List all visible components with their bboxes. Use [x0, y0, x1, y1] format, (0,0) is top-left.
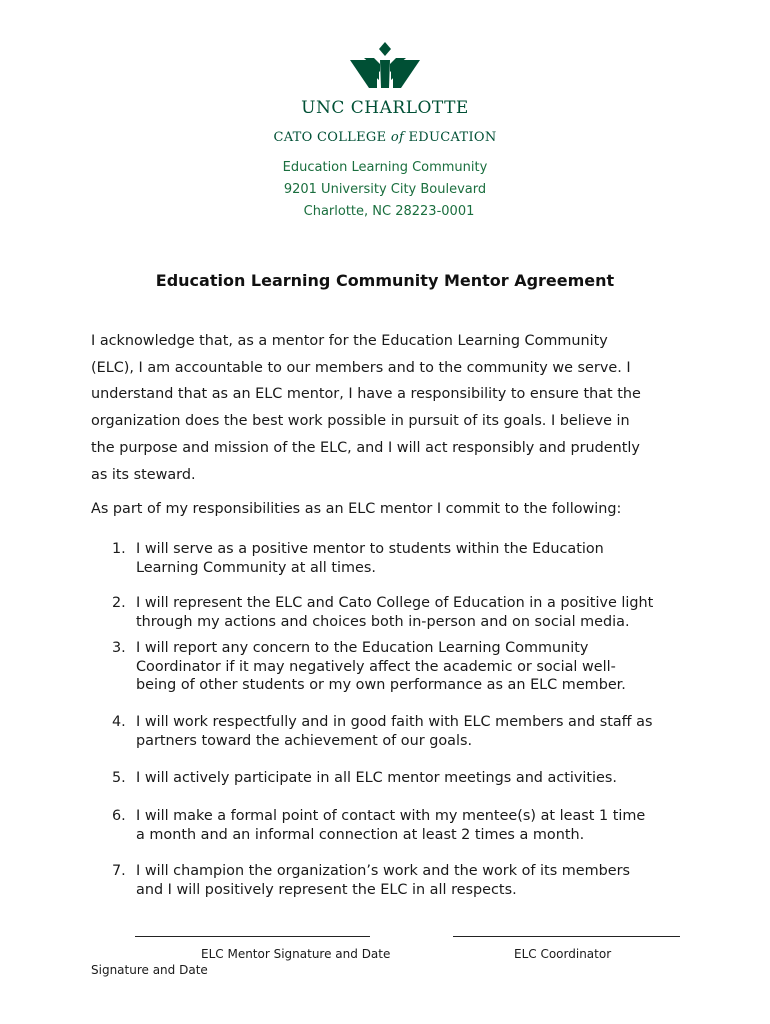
commitment-number: 7. — [112, 863, 126, 879]
commitment-line: Coordinator if it may negatively affect the academic or social well- — [136, 658, 616, 675]
commitment-number: 2. — [112, 595, 126, 611]
commitment-number: 4. — [112, 714, 126, 730]
commitment-line: I will serve as a positive mentor to students within the Education — [136, 541, 604, 557]
commitment-item — [112, 713, 702, 750]
address-block — [0, 157, 770, 223]
mentor-signature-label: ELC Mentor Signature and Date — [201, 947, 391, 961]
commitment-text — [136, 639, 702, 695]
commitment-item — [112, 639, 702, 695]
address-line: Education Learning Community — [282, 160, 488, 175]
intro-line: organization does the best work possible in pursuit of its goals. I believe in — [91, 413, 630, 430]
unc-charlotte-crown-icon — [347, 40, 423, 96]
commitment-number: 6. — [112, 808, 126, 824]
commitment-line: I will make a formal point of contact with my mentee(s) at least 1 time — [136, 808, 646, 824]
address-line: 9201 University City Boulevard — [283, 182, 487, 197]
commitment-item — [112, 540, 702, 577]
commitments-lead: As part of my responsibilities as an ELC mentor I commit to the following: — [91, 501, 622, 517]
logo — [0, 40, 770, 96]
commitment-number: 5. — [112, 770, 126, 786]
coordinator-signature-label-cont: Signature and Date — [91, 963, 208, 977]
commitment-text — [136, 769, 702, 788]
mentor-signature-line[interactable] — [135, 936, 370, 937]
college-name — [0, 130, 770, 145]
commitment-number: 1. — [112, 541, 126, 557]
commitment-line: Learning Community at all times. — [136, 559, 376, 576]
address-line: Charlotte, NC 28223-0001 — [303, 204, 475, 219]
college-name-of: of — [390, 130, 405, 145]
commitment-line: I will actively participate in all ELC mentor meetings and activities. — [136, 770, 617, 786]
intro-line: understand that as an ELC mentor, I have a responsibility to ensure that the — [91, 386, 641, 403]
commitment-line: I will report any concern to the Education Learning Community — [136, 640, 589, 656]
commitment-text — [136, 540, 702, 577]
document-title: Education Learning Community Mentor Agreement — [155, 271, 615, 290]
commitment-line: I will work respectfully and in good faith with ELC members and staff as — [136, 714, 653, 730]
intro-line: I acknowledge that, as a mentor for the Education Learning Community — [91, 333, 608, 349]
commitment-line: I will champion the organization’s work and the work of its members — [136, 863, 631, 879]
commitment-line: a month and an informal connection at least 2 times a month. — [136, 826, 585, 843]
commitment-line: through my actions and choices both in-person and on social media. — [136, 613, 630, 630]
intro-line: as its steward. — [91, 466, 196, 483]
commitment-line: partners toward the achievement of our goals. — [136, 732, 473, 749]
coordinator-signature-label: ELC Coordinator — [514, 947, 612, 961]
coordinator-signature-line[interactable] — [453, 936, 680, 937]
college-name-suffix: EDUCATION — [404, 130, 497, 145]
commitment-text — [136, 713, 702, 750]
university-name: UNC CHARLOTTE — [301, 98, 469, 118]
commitment-line: and I will positively represent the ELC in all respects. — [136, 881, 517, 898]
commitment-item — [112, 862, 702, 899]
commitment-item — [112, 594, 702, 631]
commitment-item — [112, 769, 702, 788]
intro-line: the purpose and mission of the ELC, and I will act responsibly and prudently — [91, 439, 640, 456]
commitment-number: 3. — [112, 640, 126, 656]
commitment-text — [136, 594, 702, 631]
commitment-item — [112, 807, 702, 844]
intro-line: (ELC), I am accountable to our members and to the community we serve. I — [91, 359, 631, 376]
intro-paragraph — [91, 328, 691, 488]
college-name-prefix: CATO COLLEGE — [273, 130, 391, 145]
commitment-text — [136, 862, 702, 899]
commitment-line: I will represent the ELC and Cato College of Education in a positive light — [136, 595, 654, 611]
commitment-line: being of other students or my own performance as an ELC member. — [136, 677, 626, 693]
commitment-text — [136, 807, 702, 844]
